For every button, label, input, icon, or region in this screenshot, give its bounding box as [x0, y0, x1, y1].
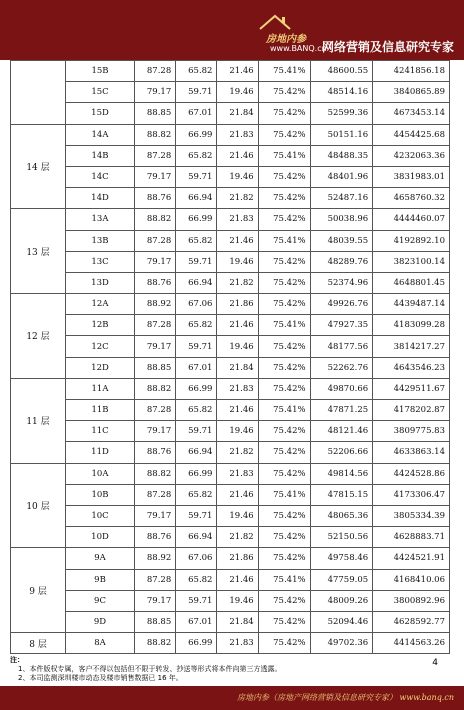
usable-area-cell: 65.82 [176, 61, 217, 82]
page-number: 4 [432, 658, 438, 668]
table-row [11, 548, 450, 569]
ratio-cell: 75.42% [258, 548, 310, 569]
unit-price-cell: 49758.46 [310, 548, 373, 569]
unit-cell: 14A [66, 124, 135, 145]
usable-area-cell: 59.71 [176, 336, 217, 357]
unit-price-cell: 49926.76 [310, 294, 373, 315]
shared-area-cell: 21.86 [217, 548, 258, 569]
usable-area-cell: 66.94 [176, 188, 217, 209]
unit-price-cell: 47815.15 [310, 484, 373, 505]
ratio-cell: 75.42% [258, 294, 310, 315]
table-row [11, 145, 450, 166]
usable-area-cell: 66.94 [176, 527, 217, 548]
ratio-cell: 75.41% [258, 315, 310, 336]
unit-price-cell: 52487.16 [310, 188, 373, 209]
total-price-cell: 4168410.06 [373, 569, 450, 590]
ratio-cell: 75.42% [258, 357, 310, 378]
usable-area-cell: 59.71 [176, 505, 217, 526]
unit-cell: 13D [66, 272, 135, 293]
unit-price-cell: 48488.35 [310, 145, 373, 166]
shared-area-cell: 21.86 [217, 294, 258, 315]
ratio-cell: 75.42% [258, 590, 310, 611]
unit-price-cell: 52262.76 [310, 357, 373, 378]
unit-price-cell: 52374.96 [310, 272, 373, 293]
usable-area-cell: 65.82 [176, 315, 217, 336]
shared-area-cell: 21.83 [217, 378, 258, 399]
shared-area-cell: 21.46 [217, 569, 258, 590]
ratio-cell: 75.42% [258, 188, 310, 209]
total-price-cell: 4454425.68 [373, 124, 450, 145]
usable-area-cell: 59.71 [176, 166, 217, 187]
table-row [11, 569, 450, 590]
unit-cell: 14D [66, 188, 135, 209]
floor-label [11, 61, 66, 125]
usable-area-cell: 59.71 [176, 82, 217, 103]
total-price-cell: 4673453.14 [373, 103, 450, 124]
total-price-cell: 4178202.87 [373, 400, 450, 421]
table-row [11, 611, 450, 632]
usable-area-cell: 59.71 [176, 590, 217, 611]
sales-table-container [10, 60, 450, 654]
shared-area-cell: 21.82 [217, 527, 258, 548]
ratio-cell: 75.42% [258, 251, 310, 272]
ratio-cell: 75.42% [258, 421, 310, 442]
total-price-cell: 3840865.89 [373, 82, 450, 103]
area-cell: 87.28 [135, 230, 176, 251]
sales-table [10, 60, 450, 654]
usable-area-cell: 66.99 [176, 633, 217, 654]
unit-price-cell: 52206.66 [310, 442, 373, 463]
total-price-cell: 4414563.26 [373, 633, 450, 654]
area-cell: 87.28 [135, 569, 176, 590]
total-price-cell: 4183099.28 [373, 315, 450, 336]
shared-area-cell: 21.82 [217, 272, 258, 293]
usable-area-cell: 65.82 [176, 230, 217, 251]
area-cell: 79.17 [135, 82, 176, 103]
total-price-cell: 4628592.77 [373, 611, 450, 632]
usable-area-cell: 65.82 [176, 145, 217, 166]
usable-area-cell: 59.71 [176, 421, 217, 442]
ratio-cell: 75.41% [258, 145, 310, 166]
usable-area-cell: 66.94 [176, 442, 217, 463]
total-price-cell: 4424521.91 [373, 548, 450, 569]
header-title: 网络营销及信息研究专家 [322, 40, 455, 54]
total-price-cell: 4643546.23 [373, 357, 450, 378]
house-roof-icon [258, 14, 292, 30]
area-cell: 88.82 [135, 124, 176, 145]
shared-area-cell: 21.46 [217, 315, 258, 336]
area-cell: 88.76 [135, 527, 176, 548]
shared-area-cell: 21.83 [217, 124, 258, 145]
ratio-cell: 75.42% [258, 336, 310, 357]
unit-cell: 10D [66, 527, 135, 548]
usable-area-cell: 66.99 [176, 209, 217, 230]
notes-label: 注： [10, 656, 24, 664]
ratio-cell: 75.41% [258, 230, 310, 251]
area-cell: 87.28 [135, 315, 176, 336]
ratio-cell: 75.42% [258, 209, 310, 230]
unit-price-cell: 48289.76 [310, 251, 373, 272]
area-cell: 88.85 [135, 611, 176, 632]
shared-area-cell: 21.46 [217, 230, 258, 251]
unit-price-cell: 49814.56 [310, 463, 373, 484]
area-cell: 88.76 [135, 188, 176, 209]
table-row [11, 484, 450, 505]
unit-cell: 10C [66, 505, 135, 526]
shared-area-cell: 19.46 [217, 421, 258, 442]
area-cell: 88.92 [135, 548, 176, 569]
table-row [11, 357, 450, 378]
ratio-cell: 75.42% [258, 463, 310, 484]
area-cell: 88.76 [135, 442, 176, 463]
unit-price-cell: 48177.56 [310, 336, 373, 357]
usable-area-cell: 67.06 [176, 548, 217, 569]
unit-price-cell: 50038.96 [310, 209, 373, 230]
unit-price-cell: 50151.16 [310, 124, 373, 145]
total-price-cell: 4444460.07 [373, 209, 450, 230]
area-cell: 87.28 [135, 145, 176, 166]
table-row [11, 527, 450, 548]
ratio-cell: 75.42% [258, 505, 310, 526]
unit-price-cell: 49870.66 [310, 378, 373, 399]
table-row [11, 505, 450, 526]
table-row [11, 378, 450, 399]
unit-price-cell: 48514.16 [310, 82, 373, 103]
total-price-cell: 4439487.14 [373, 294, 450, 315]
area-cell: 87.28 [135, 400, 176, 421]
usable-area-cell: 66.99 [176, 463, 217, 484]
unit-cell: 8A [66, 633, 135, 654]
total-price-cell: 3805334.39 [373, 505, 450, 526]
area-cell: 88.82 [135, 633, 176, 654]
table-row [11, 633, 450, 654]
table-row [11, 82, 450, 103]
unit-cell: 9D [66, 611, 135, 632]
table-row [11, 166, 450, 187]
unit-cell: 11C [66, 421, 135, 442]
table-row [11, 230, 450, 251]
total-price-cell: 4648801.45 [373, 272, 450, 293]
shared-area-cell: 21.83 [217, 633, 258, 654]
total-price-cell: 3823100.14 [373, 251, 450, 272]
floor-label: 10 层 [11, 463, 66, 548]
unit-cell: 11D [66, 442, 135, 463]
total-price-cell: 4192892.10 [373, 230, 450, 251]
area-cell: 79.17 [135, 505, 176, 526]
floor-label: 12 层 [11, 294, 66, 379]
unit-price-cell: 48039.55 [310, 230, 373, 251]
area-cell: 88.82 [135, 209, 176, 230]
footer-notes [10, 656, 450, 683]
unit-price-cell: 48121.46 [310, 421, 373, 442]
table-row [11, 294, 450, 315]
shared-area-cell: 21.46 [217, 61, 258, 82]
ratio-cell: 75.42% [258, 633, 310, 654]
usable-area-cell: 65.82 [176, 569, 217, 590]
total-price-cell: 3814217.27 [373, 336, 450, 357]
usable-area-cell: 66.99 [176, 124, 217, 145]
unit-price-cell: 48065.36 [310, 505, 373, 526]
ratio-cell: 75.42% [258, 611, 310, 632]
floor-label: 9 层 [11, 548, 66, 633]
unit-cell: 12B [66, 315, 135, 336]
unit-price-cell: 47759.05 [310, 569, 373, 590]
area-cell: 79.17 [135, 421, 176, 442]
unit-price-cell: 52094.46 [310, 611, 373, 632]
unit-cell: 10A [66, 463, 135, 484]
usable-area-cell: 67.01 [176, 357, 217, 378]
total-price-cell: 4241856.18 [373, 61, 450, 82]
table-row [11, 442, 450, 463]
area-cell: 79.17 [135, 336, 176, 357]
floor-label: 13 层 [11, 209, 66, 294]
ratio-cell: 75.41% [258, 400, 310, 421]
shared-area-cell: 21.46 [217, 145, 258, 166]
unit-cell: 15C [66, 82, 135, 103]
usable-area-cell: 66.94 [176, 272, 217, 293]
total-price-cell: 4429511.67 [373, 378, 450, 399]
shared-area-cell: 21.84 [217, 103, 258, 124]
unit-cell: 14B [66, 145, 135, 166]
shared-area-cell: 21.46 [217, 484, 258, 505]
shared-area-cell: 21.46 [217, 400, 258, 421]
unit-price-cell: 48600.55 [310, 61, 373, 82]
usable-area-cell: 65.82 [176, 400, 217, 421]
total-price-cell: 4658760.32 [373, 188, 450, 209]
unit-cell: 9C [66, 590, 135, 611]
area-cell: 88.92 [135, 294, 176, 315]
ratio-cell: 75.42% [258, 124, 310, 145]
area-cell: 79.17 [135, 590, 176, 611]
usable-area-cell: 59.71 [176, 251, 217, 272]
area-cell: 87.28 [135, 61, 176, 82]
table-row [11, 421, 450, 442]
total-price-cell: 4633863.14 [373, 442, 450, 463]
unit-price-cell: 48009.26 [310, 590, 373, 611]
area-cell: 88.85 [135, 357, 176, 378]
shared-area-cell: 21.84 [217, 357, 258, 378]
area-cell: 79.17 [135, 251, 176, 272]
shared-area-cell: 19.46 [217, 590, 258, 611]
unit-cell: 15B [66, 61, 135, 82]
unit-price-cell: 47927.35 [310, 315, 373, 336]
unit-cell: 13B [66, 230, 135, 251]
notes-line-1: 1、本件版权专属，客户不得以包括但不限于转发、抄送等形式将本件向第三方透露。 [18, 665, 282, 673]
header-banner [0, 0, 464, 60]
table-row [11, 272, 450, 293]
unit-cell: 11A [66, 378, 135, 399]
table-row [11, 590, 450, 611]
unit-cell: 15D [66, 103, 135, 124]
table-row [11, 463, 450, 484]
usable-area-cell: 65.82 [176, 484, 217, 505]
footer-text: 房地内参（房地产网络营销及信息研究专家） www.banq.cn [236, 693, 454, 702]
unit-cell: 11B [66, 400, 135, 421]
shared-area-cell: 21.83 [217, 209, 258, 230]
unit-price-cell: 47871.25 [310, 400, 373, 421]
area-cell: 87.28 [135, 484, 176, 505]
shared-area-cell: 21.82 [217, 188, 258, 209]
ratio-cell: 75.41% [258, 484, 310, 505]
floor-label: 8 层 [11, 633, 66, 654]
shared-area-cell: 19.46 [217, 505, 258, 526]
unit-cell: 9B [66, 569, 135, 590]
usable-area-cell: 67.01 [176, 611, 217, 632]
ratio-cell: 75.42% [258, 166, 310, 187]
floor-label: 14 层 [11, 124, 66, 209]
ratio-cell: 75.42% [258, 442, 310, 463]
table-row [11, 103, 450, 124]
table-row [11, 400, 450, 421]
shared-area-cell: 19.46 [217, 166, 258, 187]
shared-area-cell: 19.46 [217, 82, 258, 103]
ratio-cell: 75.42% [258, 272, 310, 293]
unit-price-cell: 52150.56 [310, 527, 373, 548]
table-row [11, 209, 450, 230]
unit-price-cell: 49702.36 [310, 633, 373, 654]
usable-area-cell: 66.99 [176, 378, 217, 399]
ratio-cell: 75.42% [258, 378, 310, 399]
usable-area-cell: 67.06 [176, 294, 217, 315]
notes-line-2: 2、本司监测深圳楼市动态及楼市销售数据已 16 年。 [18, 674, 183, 682]
table-row [11, 251, 450, 272]
logo-url: www.BANQ.cn [270, 44, 327, 53]
table-row [11, 336, 450, 357]
ratio-cell: 75.42% [258, 103, 310, 124]
area-cell: 88.76 [135, 272, 176, 293]
total-price-cell: 4628883.71 [373, 527, 450, 548]
unit-cell: 14C [66, 166, 135, 187]
shared-area-cell: 21.82 [217, 442, 258, 463]
shared-area-cell: 19.46 [217, 336, 258, 357]
total-price-cell: 4232063.36 [373, 145, 450, 166]
usable-area-cell: 67.01 [176, 103, 217, 124]
table-row [11, 315, 450, 336]
shared-area-cell: 21.83 [217, 463, 258, 484]
unit-cell: 13C [66, 251, 135, 272]
area-cell: 88.82 [135, 463, 176, 484]
footer-banner [0, 686, 464, 710]
ratio-cell: 75.42% [258, 82, 310, 103]
shared-area-cell: 21.84 [217, 611, 258, 632]
unit-price-cell: 48401.96 [310, 166, 373, 187]
ratio-cell: 75.42% [258, 527, 310, 548]
total-price-cell: 4424528.86 [373, 463, 450, 484]
ratio-cell: 75.41% [258, 61, 310, 82]
unit-cell: 12D [66, 357, 135, 378]
table-row [11, 61, 450, 82]
logo-text: 房地内参 [266, 34, 306, 45]
area-cell: 88.82 [135, 378, 176, 399]
area-cell: 79.17 [135, 166, 176, 187]
area-cell: 88.85 [135, 103, 176, 124]
floor-label: 11 层 [11, 378, 66, 463]
total-price-cell: 4173306.47 [373, 484, 450, 505]
unit-price-cell: 52599.36 [310, 103, 373, 124]
unit-cell: 13A [66, 209, 135, 230]
shared-area-cell: 19.46 [217, 251, 258, 272]
ratio-cell: 75.41% [258, 569, 310, 590]
table-row [11, 124, 450, 145]
total-price-cell: 3809775.83 [373, 421, 450, 442]
unit-cell: 10B [66, 484, 135, 505]
unit-cell: 12A [66, 294, 135, 315]
unit-cell: 12C [66, 336, 135, 357]
total-price-cell: 3800892.96 [373, 590, 450, 611]
total-price-cell: 3831983.01 [373, 166, 450, 187]
unit-cell: 9A [66, 548, 135, 569]
table-row [11, 188, 450, 209]
